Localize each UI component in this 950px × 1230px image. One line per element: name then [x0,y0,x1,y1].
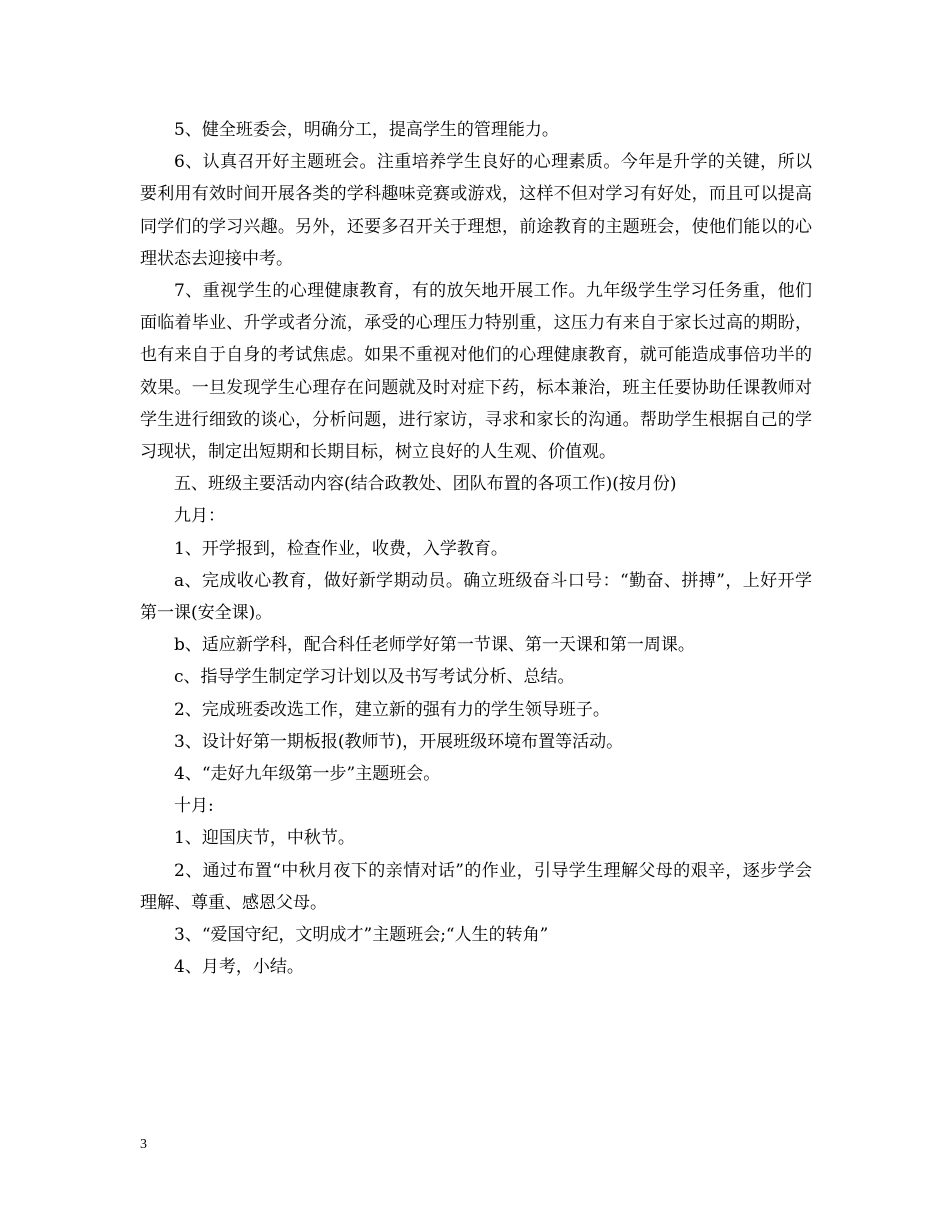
october-item-4: 4、月考，小结。 [174,957,304,978]
paragraph-item-5: 5、健全班委会，明确分工，提高学生的管理能力。 [174,120,559,140]
october-item-1: 1、迎国庆节，中秋节。 [174,828,355,849]
paragraph-item-7: 7、重视学生的心理健康教育，有的放矢地开展工作。九年级学生学习任务重，他们面临着毕业、升学或者分流，承受的心理压力特别重，这压力有来自于家长过高的期盼，也有来自于自身的考试焦虑。如果不重视对他们的心理健康教育，就可能造成事倍功半的效果。一旦发现学生心理存在问题就及时对症下药，标本兼治，班主任要协助任课教师对学生进行细致的谈心，分析问题，进行家访，寻求和家长的沟通。帮助学生根据自己的学习现状，制定出短期和长期目标，树立良好的人生观、价值观。 [140,281,812,463]
september-item-1a: a、完成收心教育，做好新学期动员。确立班级奋斗口号：“勤奋、拼搏”，上好开学第一课(安全课)。 [140,570,812,624]
october-item-2: 2、通过布置“中秋月夜下的亲情对话”的作业，引导学生理解父母的艰辛，逐步学会理解、尊重、感恩父母。 [140,860,812,913]
page-number: 3 [140,1137,147,1152]
document-body [140,114,812,983]
september-item-1c: c、指导学生制定学习计划以及书写考试分析、总结。 [174,667,575,688]
section-heading-activities: 五、班级主要活动内容(结合政教处、团队布置的各项工作)(按月份) [174,474,677,495]
october-item-3: 3、“爱国守纪，文明成才”主题班会;“人生的转角” [174,925,549,946]
september-item-2: 2、完成班委改选工作，建立新的强有力的学生领导班子。 [174,699,610,720]
month-heading-october: 十月: [174,796,214,817]
september-item-1: 1、开学报到，检查作业，收费，入学教育。 [174,538,508,559]
paragraph-item-6: 6、认真召开好主题班会。注重培养学生良好的心理素质。今年是升学的关键，所以要利用有效时间开展各类的学科趣味竞赛或游戏，这样不但对学习有好处，而且可以提高同学们的学习兴趣。另外，还要多召开关于理想，前途教育的主题班会，使他们能以的心理状态去迎接中考。 [140,152,812,269]
september-item-1b: b、适应新学科，配合科任老师学好第一节课、第一天课和第一周课。 [174,635,695,656]
september-item-3: 3、设计好第一期板报(教师节)，开展班级环境布置等活动。 [174,731,624,752]
september-item-4: 4、“走好九年级第一步”主题班会。 [174,764,441,785]
month-heading-september: 九月： [174,506,225,527]
